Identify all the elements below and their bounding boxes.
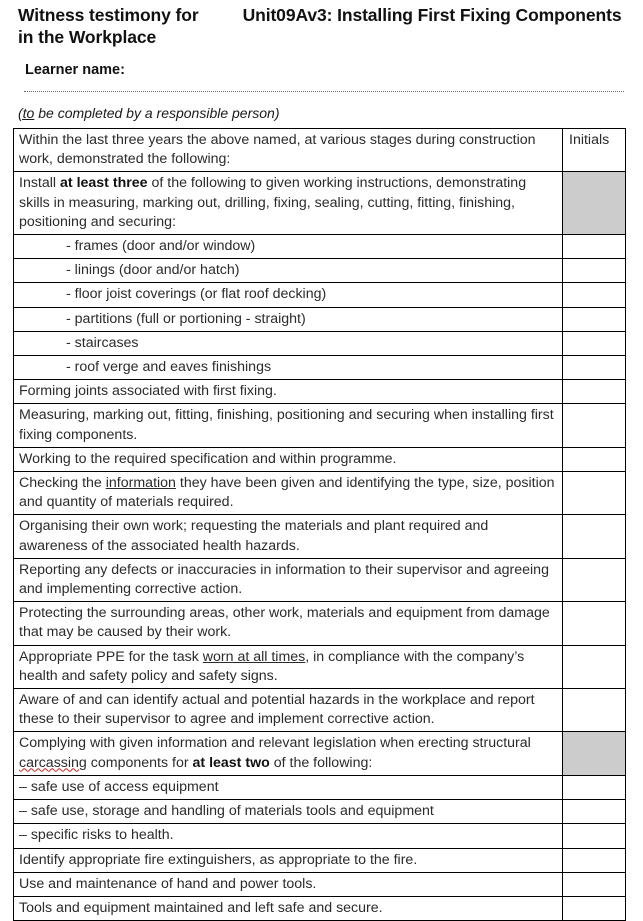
table-row bbox=[14, 689, 626, 732]
criterion-text: Working to the required specification and within programme. bbox=[19, 450, 397, 467]
table-row bbox=[14, 380, 626, 404]
criterion-text: Identify appropriate fire extinguishers, as appropriate to the fire. bbox=[19, 851, 418, 868]
criterion-text: - frames (door and/or window) bbox=[66, 238, 256, 255]
initials-cell[interactable] bbox=[563, 404, 626, 447]
criterion-text: Reporting any defects or inaccuracies in information to their supervisor and agreeing and implementing corrective action. bbox=[19, 561, 549, 598]
table-row bbox=[14, 283, 626, 307]
table-row bbox=[14, 356, 626, 380]
criterion-text: - staircases bbox=[66, 334, 139, 351]
initials-cell[interactable] bbox=[563, 775, 626, 799]
learner-name-input[interactable] bbox=[24, 91, 624, 92]
initials-cell[interactable] bbox=[563, 515, 626, 558]
criterion-text-segment: carcassing bbox=[19, 754, 87, 771]
table-row bbox=[14, 558, 626, 601]
table-row bbox=[14, 602, 626, 645]
criterion-text: Aware of and can identify actual and potential hazards in the workplace and report these to their supervisor to agree and implement corrective action. bbox=[19, 692, 535, 728]
table-row bbox=[14, 515, 626, 558]
column-header-initials: Initials bbox=[563, 129, 626, 172]
criterion-text: Use and maintenance of hand and power tools. bbox=[19, 875, 317, 892]
criterion-cell bbox=[14, 824, 563, 848]
initials-cell[interactable] bbox=[563, 848, 626, 872]
criterion-cell bbox=[14, 515, 563, 558]
learner-name-label: Learner name: bbox=[25, 62, 125, 78]
criterion-cell bbox=[14, 689, 563, 732]
criterion-cell bbox=[14, 172, 563, 235]
criterion-cell bbox=[14, 732, 563, 775]
criterion-cell bbox=[14, 307, 563, 331]
completion-note-underlined: (to bbox=[18, 105, 35, 121]
table-row bbox=[14, 235, 626, 259]
initials-cell[interactable] bbox=[563, 331, 626, 355]
initials-cell[interactable] bbox=[563, 235, 626, 259]
criterion-text: - roof verge and eaves finishings bbox=[66, 359, 272, 376]
initials-cell[interactable] bbox=[563, 259, 626, 283]
table-row bbox=[14, 872, 626, 896]
initials-cell[interactable] bbox=[563, 380, 626, 404]
page-title bbox=[13, 4, 626, 48]
criterion-text-segment: they have been given and identifying the type, size, position and quantity of materials required. bbox=[19, 475, 555, 511]
criterion-cell bbox=[14, 602, 563, 645]
criterion-cell bbox=[14, 800, 563, 824]
table-row bbox=[14, 800, 626, 824]
criterion-text-segment: information bbox=[105, 475, 176, 492]
completion-note-rest: be completed by a responsible person) bbox=[34, 105, 280, 121]
table-row bbox=[14, 472, 626, 515]
criterion-text: Measuring, marking out, fitting, finishing, positioning and securing when installing first fixing components. bbox=[19, 407, 554, 443]
table-body bbox=[14, 172, 626, 921]
criterion-text: - linings (door and/or hatch) bbox=[66, 262, 240, 279]
initials-cell bbox=[563, 732, 626, 775]
criterion-text: – safe use, storage and handling of materials tools and equipment bbox=[19, 803, 434, 820]
criterion-cell bbox=[14, 235, 563, 259]
initials-cell[interactable] bbox=[563, 447, 626, 471]
table-row bbox=[14, 259, 626, 283]
criterion-cell bbox=[14, 331, 563, 355]
table-row bbox=[14, 331, 626, 355]
table-header bbox=[14, 129, 626, 172]
table-row bbox=[14, 447, 626, 471]
initials-cell[interactable] bbox=[563, 307, 626, 331]
criterion-text-segment: Install bbox=[19, 175, 61, 192]
table-header-row bbox=[14, 129, 626, 172]
table-row bbox=[14, 896, 626, 920]
initials-cell[interactable] bbox=[563, 558, 626, 601]
criterion-text: Organising their own work; requesting the materials and plant required and awareness of the associated health hazards. bbox=[19, 518, 489, 554]
witness-testimony-table bbox=[13, 128, 626, 921]
criterion-cell bbox=[14, 558, 563, 601]
criterion-cell bbox=[14, 645, 563, 688]
initials-cell[interactable] bbox=[563, 872, 626, 896]
criterion-text-segment: , in compliance with the company’s health and safety policy and safety signs. bbox=[19, 648, 525, 684]
initials-cell bbox=[563, 172, 626, 235]
table-row bbox=[14, 732, 626, 775]
criterion-cell bbox=[14, 447, 563, 471]
initials-cell[interactable] bbox=[563, 645, 626, 688]
table-row bbox=[14, 645, 626, 688]
criterion-cell bbox=[14, 872, 563, 896]
criterion-text: Protecting the surrounding areas, other work, materials and equipment from damage that may be caused by their work. bbox=[19, 605, 550, 641]
criterion-text: – safe use of access equipment bbox=[19, 778, 219, 795]
criterion-text: Tools and equipment maintained and left safe and secure. bbox=[19, 899, 383, 916]
table-row bbox=[14, 307, 626, 331]
initials-cell[interactable] bbox=[563, 283, 626, 307]
page-title-part2: Unit09Av3: Installing First Fixing Components in the Workplace bbox=[18, 5, 622, 47]
criterion-text: – specific risks to health. bbox=[19, 827, 174, 844]
criterion-text-segment: of the following to given working instructions, demonstrating skills in measuring, marking out, drilling, fixing, sealing, cutting, fitting, finishing, positioning and securing: bbox=[19, 175, 527, 230]
criterion-text: Forming joints associated with first fixing. bbox=[19, 383, 277, 400]
criterion-cell bbox=[14, 896, 563, 920]
criterion-cell bbox=[14, 775, 563, 799]
criterion-cell bbox=[14, 283, 563, 307]
criterion-cell bbox=[14, 356, 563, 380]
initials-cell[interactable] bbox=[563, 356, 626, 380]
initials-cell[interactable] bbox=[563, 824, 626, 848]
initials-cell[interactable] bbox=[563, 472, 626, 515]
table-row bbox=[14, 824, 626, 848]
criterion-text: - partitions (full or portioning - straight) bbox=[66, 310, 306, 327]
initials-cell[interactable] bbox=[563, 689, 626, 732]
criterion-text-segment: components for bbox=[86, 754, 193, 771]
initials-cell[interactable] bbox=[563, 896, 626, 920]
criterion-cell bbox=[14, 848, 563, 872]
table-row bbox=[14, 172, 626, 235]
criterion-text-segment: Checking the bbox=[19, 475, 106, 492]
criterion-text-segment: worn at all times bbox=[202, 648, 306, 665]
criterion-text-segment: Appropriate PPE for the task bbox=[19, 648, 203, 665]
column-header-description: Within the last three years the above named, at various stages during construction work, demonstrated the following: bbox=[14, 129, 563, 172]
criterion-text-segment: of the following: bbox=[269, 754, 373, 771]
page-title-part1: Witness testimony for bbox=[18, 5, 199, 25]
table-row bbox=[14, 848, 626, 872]
initials-cell[interactable] bbox=[563, 800, 626, 824]
criterion-cell bbox=[14, 404, 563, 447]
criterion-cell bbox=[14, 380, 563, 404]
completion-note bbox=[13, 105, 626, 122]
criterion-text: - floor joist coverings (or flat roof decking) bbox=[66, 286, 327, 303]
table-row bbox=[14, 404, 626, 447]
learner-name-block bbox=[13, 60, 626, 92]
criterion-text-segment: Complying with given information and relevant legislation when erecting structural bbox=[19, 735, 531, 752]
criterion-text-segment: at least three bbox=[60, 175, 148, 192]
table-row bbox=[14, 775, 626, 799]
initials-cell[interactable] bbox=[563, 602, 626, 645]
criterion-cell bbox=[14, 259, 563, 283]
criterion-text-segment: at least two bbox=[192, 754, 270, 771]
criterion-cell bbox=[14, 472, 563, 515]
